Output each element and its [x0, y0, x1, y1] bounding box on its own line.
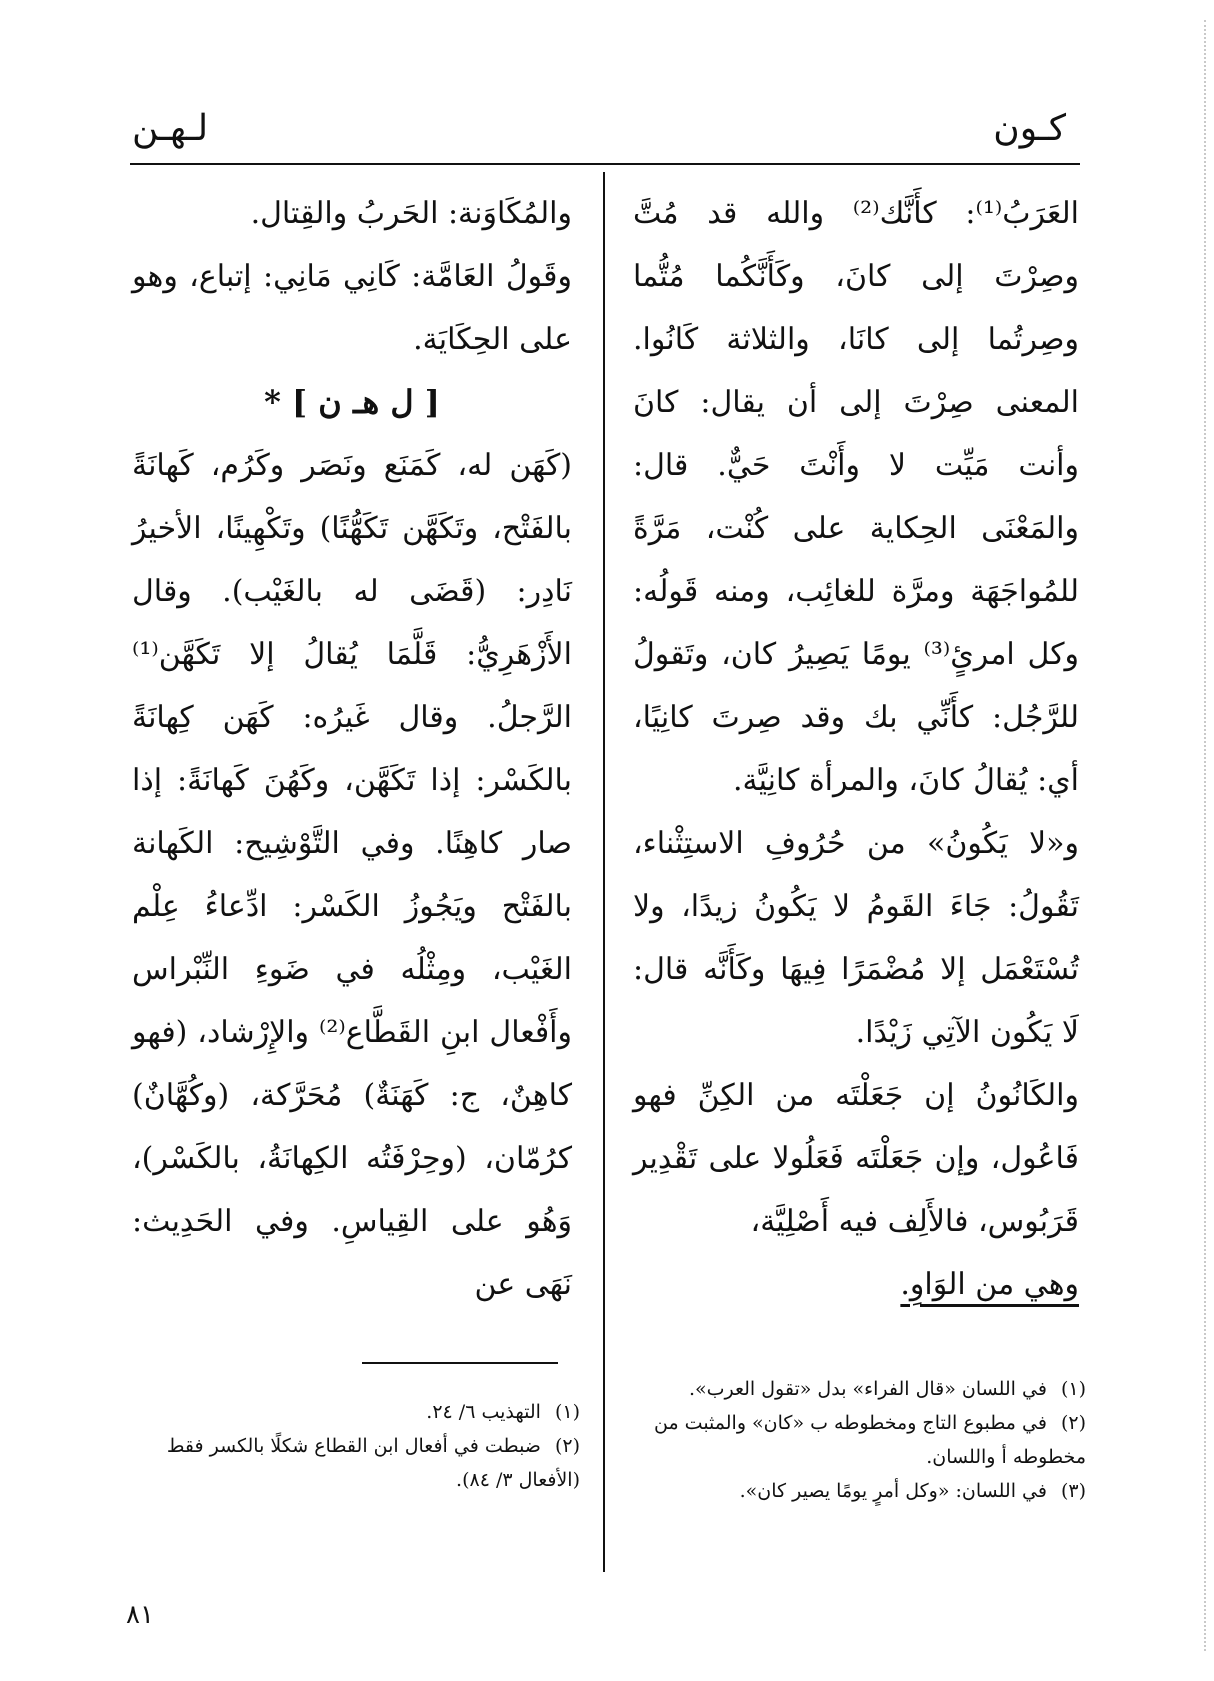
- footnote: [130, 1429, 580, 1497]
- page-number: ٨١: [126, 1600, 154, 1630]
- footnotes-right: [618, 1372, 1086, 1508]
- entry-heading: [ ل هـ ن ] *: [264, 383, 440, 421]
- paragraph: وقَولُ العَامَّة: كَانِي مَانِي: إتباع، وهو على الحِكَايَة.: [132, 259, 572, 357]
- header-rule: [130, 163, 1080, 165]
- footnote-rule: [362, 1362, 558, 1364]
- footnote-text: في اللسان: «وكل أمرٍ يومًا يصير كان».: [739, 1480, 1047, 1502]
- footnote-number: (١): [554, 1401, 580, 1423]
- column-divider: [603, 172, 605, 1572]
- footnote-number: (١): [1060, 1378, 1086, 1400]
- paragraph: والكَانُونُ إن جَعَلْتَه من الكِنِّ فهو فَاعُول، وإن جَعَلْتَه فَعَلُولا على تَقْدِير قَرَبُوس، فالأَلِف فيه أَصْلِيَّة،: [633, 1078, 1079, 1239]
- running-header-right: كـون: [993, 108, 1066, 149]
- left-column: [132, 182, 572, 1316]
- footnote: [130, 1395, 580, 1429]
- page-edge-dotted-line: [1204, 20, 1206, 1651]
- footnote-text: في مطبوع التاج ومخطوطه ب «كان» والمثبت من مخطوطه أ واللسان.: [653, 1412, 1086, 1468]
- footnote: [618, 1474, 1086, 1508]
- paragraph: العَرَبُ⁽¹⁾: كأَنَّك⁽²⁾ والله قد مُتَّ وصِرْتَ إلى كانَ، وكَأَنَّكُما مُتُّما وصِرتُما إلى كانَا، والثلاثة كَانُوا. المعنى صِرْتَ إلى أن يقال: كانَ وأنت مَيِّت لا وأَنْتَ حَيٌّ. قال: والمَعْنَى الحِكاية على كُنْت، مَرَّةً للمُواجَهَة ومرَّة للغائِب، ومنه قَولُه: وكل امرئٍ⁽³⁾ يومًا يَصِيرُ كان، وتَقولُ للرَّجُل: كأَنِّي بك وقد صِرتَ كانِيًا، أي: يُقالُ كانَ، والمرأة كانِيَّة.: [633, 196, 1079, 798]
- paragraph: (كَهَن له، كَمَنَع ونَصَر وكَرُم، كَهانَةً بالفَتْح، وتَكَهَّن تَكَهُّنًا) وتَكْهِينًا، الأخيرُ نَادِر: (قَضَى له بالغَيْب). وقال الأَزْهَرِيُّ: قَلَّمَا يُقالُ إلا تَكَهَّن⁽¹⁾ الرَّجلُ. وقال غَيرُه: كَهَن كِهانَةً بالكَسْر: إذا تَكَهَّن، وكَهُنَ كَهانَةً: إذا صار كاهِنًا. وفي التَّوْشِيح: الكَهانة بالفَتْح ويَجُوزُ الكَسْر: ادِّعاءُ عِلْم الغَيْب، ومِثْلُه في ضَوءِ النِّبْراس وأَفْعال ابنِ القَطَّاع⁽²⁾ والإِرْشاد، (فهو كاهِنٌ، ج: كَهَنَةٌ) مُحَرَّكة، (وكُهَّانٌ) كرُمّان، (وحِرْفَتُه الكِهانَةُ، بالكَسْر)، وَهُو على القِياسِ. وفي الحَدِيث: نَهَى عن: [132, 448, 572, 1302]
- footnote-text: في اللسان «قال الفراء» بدل «تقول العرب».: [688, 1378, 1047, 1400]
- running-header-left: لـهـن: [132, 108, 209, 149]
- footnote-text: التهذيب ٦/ ٢٤.: [426, 1401, 541, 1423]
- paragraph: و«لا يَكُونُ» من حُرُوفِ الاستِثْناء، تَقُولُ: جَاءَ القَومُ لا يَكُونُ زيدًا، ولا تُسْتَعْمَل إلا مُضْمَرًا فِيهَا وكَأَنَّه قال: لَا يَكُون الآتِي زَيْدًا.: [633, 826, 1079, 1050]
- closing-line: وهي من الوَاوِ.: [900, 1267, 1079, 1302]
- footnotes-left: [130, 1395, 580, 1497]
- footnote-number: (٢): [1060, 1412, 1086, 1434]
- paragraph: والمُكَاوَنة: الحَربُ والقِتال.: [250, 196, 572, 231]
- footnote: [618, 1406, 1086, 1474]
- footnote-text: ضبطت في أفعال ابن القطاع شكلًا بالكسر فقط (الأفعال ٣/ ٨٤).: [166, 1435, 580, 1491]
- footnote-number: (٢): [554, 1435, 580, 1457]
- right-column: [633, 182, 1079, 1316]
- footnote-number: (٣): [1060, 1480, 1086, 1502]
- footnote: [618, 1372, 1086, 1406]
